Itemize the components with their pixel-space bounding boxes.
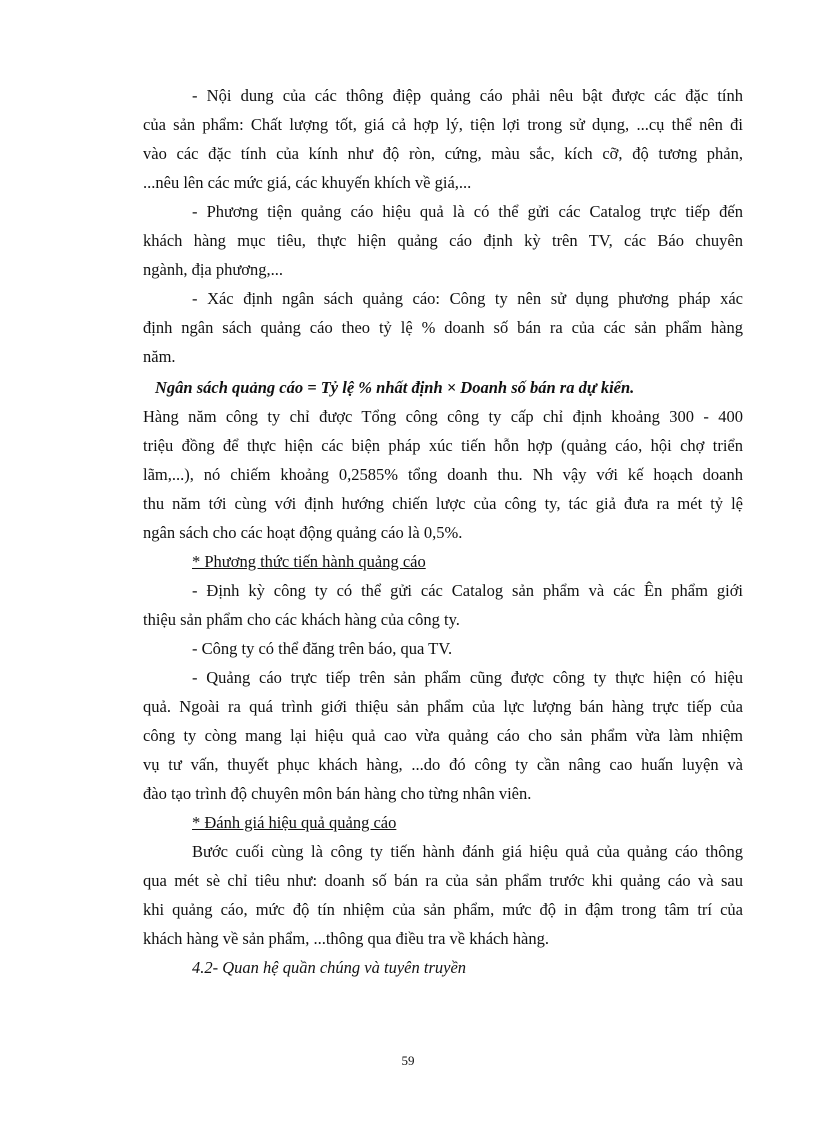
paragraph-line: vào các đặc tính của kính như độ ròn, cứng, màu sắc, kích cỡ, độ tương phản, (143, 144, 743, 163)
paragraph-line: định ngân sách quảng cáo theo tỷ lệ % doanh số bán ra của các sản phẩm hàng (143, 318, 743, 337)
paragraph-line: công ty còng mang lại hiệu quả cao vừa quảng cáo cho sản phẩm vừa làm nhiệm (143, 726, 743, 745)
paragraph-line: Hàng năm công ty chỉ được Tổng công công ty cấp chỉ định khoảng 300 - 400 (143, 407, 743, 426)
paragraph-line: Bước cuối cùng là công ty tiến hành đánh giá hiệu quả của quảng cáo thông (192, 842, 743, 861)
subsection-heading: 4.2- Quan hệ quần chúng và tuyên truyền (192, 958, 467, 977)
paragraph-line: - Nội dung của các thông điệp quảng cáo phải nêu bật được các đặc tính (192, 86, 743, 105)
paragraph-line: - Xác định ngân sách quảng cáo: Công ty nên sử dụng phương pháp xác (192, 289, 743, 308)
section-heading: * Phương thức tiến hành quảng cáo (192, 552, 426, 571)
paragraph-line: khi quảng cáo, mức độ tín nhiệm của sản phẩm, mức độ in đậm trong tâm trí của (143, 900, 743, 919)
paragraph-line: - Công ty có thể đăng trên báo, qua TV. (192, 639, 453, 658)
paragraph-line: triệu đồng để thực hiện các biện pháp xúc tiến hỗn hợp (quảng cáo, hội chợ triển (143, 436, 743, 455)
formula-line: Ngân sách quảng cáo = Tỷ lệ % nhất định × Doanh số bán ra dự kiến. (155, 378, 635, 397)
paragraph-line: quả. Ngoài ra quá trình giới thiệu sản phẩm của lực lượng bán hàng trực tiếp của (143, 697, 743, 716)
paragraph-line: vụ tư vấn, thuyết phục khách hàng, ...do đó công ty cần nâng cao huấn luyện và (143, 755, 743, 774)
paragraph-line: năm. (143, 347, 176, 366)
page-number: 59 (401, 1053, 415, 1068)
paragraph-line: - Phương tiện quảng cáo hiệu quả là có thể gửi các Catalog trực tiếp đến (192, 202, 743, 221)
paragraph-line: khách hàng về sản phẩm, ...thông qua điều tra về khách hàng. (143, 929, 549, 948)
paragraph-line: ...nêu lên các mức giá, các khuyến khích về giá,... (143, 173, 472, 192)
paragraph-line: - Quảng cáo trực tiếp trên sản phẩm cũng được công ty thực hiện có hiệu (192, 668, 743, 687)
paragraph-line: - Định kỳ công ty có thể gửi các Catalog sản phẩm và các Ên phẩm giới (192, 581, 743, 600)
paragraph-line: ngành, địa phương,... (143, 260, 284, 279)
paragraph-line: ngân sách cho các hoạt động quảng cáo là 0,5%. (143, 523, 463, 542)
paragraph-line: của sản phẩm: Chất lượng tốt, giá cả hợp lý, tiện lợi trong sử dụng, ...cụ thể nên đi (143, 115, 743, 134)
paragraph-line: qua mét sè chỉ tiêu như: doanh số bán ra của sản phẩm trước khi quảng cáo và sau (143, 871, 743, 890)
paragraph-line: khách hàng mục tiêu, thực hiện quảng cáo định kỳ trên TV, các Báo chuyên (143, 231, 743, 250)
paragraph-line: thu năm tới cùng với định hướng chiến lược của công ty, tác giả đưa ra mét tỷ lệ (143, 494, 743, 513)
section-heading: * Đánh giá hiệu quả quảng cáo (192, 813, 397, 832)
paragraph-line: đào tạo trình độ chuyên môn bán hàng cho từng nhân viên. (143, 784, 532, 803)
paragraph-line: thiệu sản phẩm cho các khách hàng của công ty. (143, 610, 460, 629)
paragraph-line: lãm,...), nó chiếm khoảng 0,2585% tổng doanh thu. Nh vậy với kế hoạch doanh (143, 465, 743, 484)
